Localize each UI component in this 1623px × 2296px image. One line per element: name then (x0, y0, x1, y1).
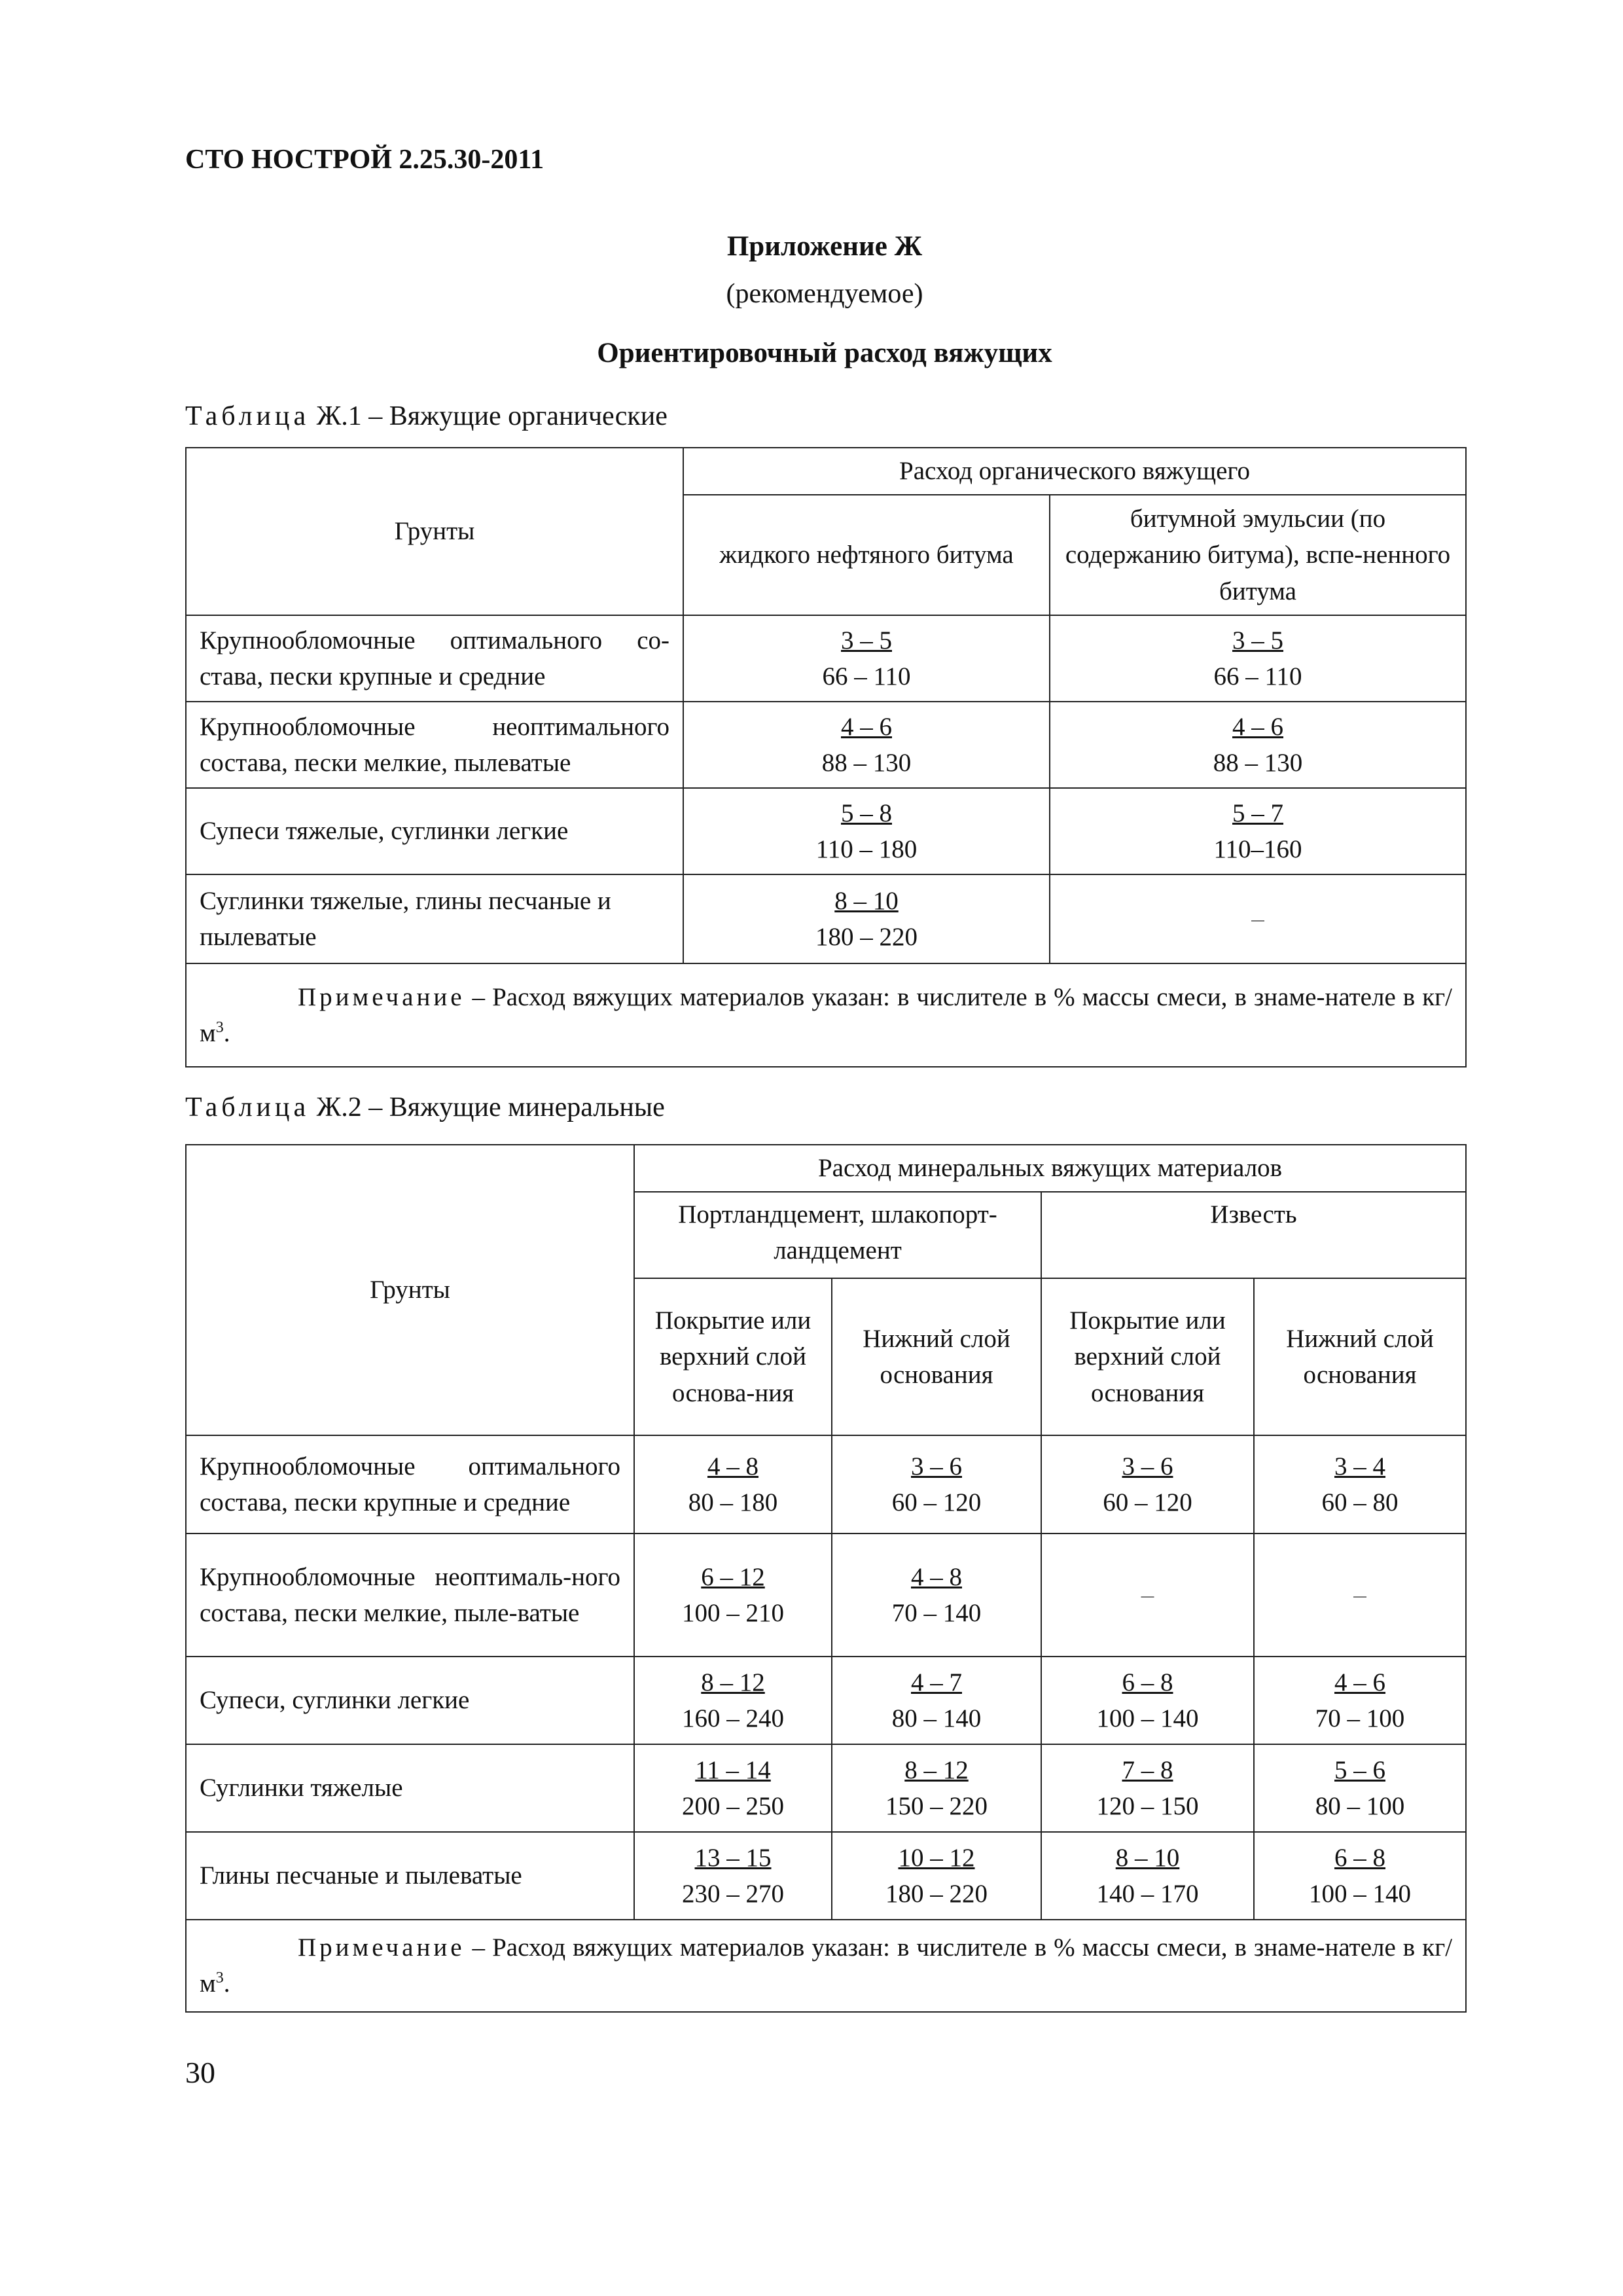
note-end: . (223, 1019, 230, 1047)
fraction-numerator: 5 – 7 (1232, 798, 1283, 827)
fraction-denominator: 100 – 140 (1309, 1880, 1412, 1908)
table1-caption (185, 401, 668, 432)
table2-empty-cell: – (1254, 1534, 1466, 1657)
table2-row-label: Крупнообломочные неоптималь-ного состава, пески мелкие, пыле-ватые (186, 1534, 634, 1657)
fraction-numerator: 8 – 12 (904, 1755, 969, 1784)
table1-row-label: Крупнообломочные оптимального со-става, пески крупные и средние (186, 615, 683, 702)
table2-header-soils: Грунты (186, 1145, 634, 1435)
fraction-numerator: 6 – 8 (1334, 1843, 1386, 1872)
fraction-numerator: 8 – 10 (834, 886, 899, 915)
table2-note (186, 1920, 1466, 2012)
table1-empty-cell: – (1050, 874, 1466, 963)
table2-cell (1254, 1744, 1466, 1832)
table2-caption-prefix: Таблица (185, 1092, 310, 1122)
table1-header-group: Расход органического вяжущего (683, 448, 1466, 495)
note-superscript: 3 (215, 1969, 224, 1987)
fraction-numerator: 4 – 7 (911, 1668, 962, 1696)
table2-cell (832, 1435, 1041, 1534)
table2-cell (1041, 1744, 1254, 1832)
table2-header-cement-bottom: Нижний слой основания (832, 1278, 1041, 1435)
table1-cell (1050, 788, 1466, 874)
table2-cell (832, 1744, 1041, 1832)
fraction-denominator: 60 – 120 (891, 1488, 982, 1516)
table1-cell (683, 874, 1050, 963)
note-label: Примечание (298, 982, 465, 1011)
table2-cell (832, 1657, 1041, 1744)
fraction-numerator: 10 – 12 (898, 1843, 975, 1872)
table2-cell (1254, 1832, 1466, 1920)
fraction-denominator: 88 – 130 (1213, 749, 1303, 777)
table1-caption-text: Ж.1 – Вяжущие органические (310, 401, 668, 431)
table2-cell (634, 1534, 832, 1657)
fraction-numerator: 4 – 8 (707, 1452, 758, 1480)
fraction-denominator: 230 – 270 (682, 1880, 784, 1908)
fraction-denominator: 160 – 240 (682, 1704, 784, 1732)
table2-header-cement-top: Покрытие или верхний слой основа-ния (634, 1278, 832, 1435)
table2-cell (634, 1657, 832, 1744)
fraction-numerator: 6 – 12 (701, 1562, 765, 1591)
table2-header-lime-bottom: Нижний слой основания (1254, 1278, 1466, 1435)
fraction-denominator: 60 – 80 (1321, 1488, 1399, 1516)
note-end: . (223, 1969, 230, 1998)
table2-cell (634, 1744, 832, 1832)
appendix-title: Приложение Ж (726, 231, 923, 262)
table2-cell (634, 1435, 832, 1534)
fraction-denominator: 80 – 180 (688, 1488, 778, 1516)
table1-row-label: Супеси тяжелые, суглинки легкие (186, 788, 683, 874)
table2-cell (832, 1534, 1041, 1657)
fraction-denominator: 80 – 140 (891, 1704, 982, 1732)
table1-cell (1050, 702, 1466, 788)
mineral-binders-table (185, 1144, 1467, 2013)
table2-cell (1041, 1435, 1254, 1534)
fraction-denominator: 66 – 110 (1213, 662, 1302, 691)
fraction-denominator: 60 – 120 (1103, 1488, 1192, 1516)
table1-row-label: Суглинки тяжелые, глины песчаные и пылеватые (186, 874, 683, 963)
fraction-denominator: 100 – 140 (1096, 1704, 1199, 1732)
fraction-denominator: 70 – 100 (1315, 1704, 1405, 1732)
table1-cell (683, 702, 1050, 788)
table1-caption-prefix: Таблица (185, 401, 310, 431)
note-superscript: 3 (215, 1019, 224, 1036)
fraction-numerator: 11 – 14 (695, 1755, 771, 1784)
table1-header-liquid-bitumen: жидкого нефтяного битума (683, 495, 1050, 615)
fraction-numerator: 5 – 6 (1334, 1755, 1386, 1784)
fraction-denominator: 200 – 250 (682, 1792, 784, 1820)
table2-cell (1041, 1657, 1254, 1744)
table2-empty-cell: – (1041, 1534, 1254, 1657)
table2-row-label: Глины песчаные и пылеватые (186, 1832, 634, 1920)
fraction-numerator: 3 – 5 (1232, 626, 1283, 655)
table1-cell (683, 788, 1050, 874)
appendix-heading: Ориентировочный расход вяжущих (597, 338, 1052, 368)
note-text: – Расход вяжущих материалов указан: в числителе в % массы смеси, в знаме-нателе в кг/м (200, 982, 1452, 1047)
table2-cell (832, 1832, 1041, 1920)
table2-caption (185, 1092, 665, 1123)
fraction-numerator: 5 – 8 (841, 798, 892, 827)
fraction-numerator: 4 – 8 (911, 1562, 962, 1591)
fraction-numerator: 6 – 8 (1122, 1668, 1173, 1696)
document-header: СТО НОСТРОЙ 2.25.30-2011 (185, 145, 544, 175)
note-label: Примечание (298, 1933, 465, 1962)
note-text: – Расход вяжущих материалов указан: в числителе в % массы смеси, в знаме-нателе в кг/м (200, 1933, 1453, 1998)
table1-cell (683, 615, 1050, 702)
fraction-denominator: 180 – 220 (815, 923, 918, 951)
fraction-numerator: 4 – 6 (1232, 712, 1283, 741)
fraction-denominator: 110–160 (1213, 835, 1302, 863)
page-number: 30 (185, 2056, 215, 2089)
fraction-numerator: 13 – 15 (694, 1843, 772, 1872)
table1-cell (1050, 615, 1466, 702)
fraction-numerator: 7 – 8 (1122, 1755, 1173, 1784)
table2-header-group: Расход минеральных вяжущих материалов (634, 1145, 1466, 1192)
table2-caption-text: Ж.2 – Вяжущие минеральные (310, 1092, 665, 1122)
table1-header-emulsion: битумной эмульсии (по содержанию битума), вспе-ненного битума (1050, 495, 1466, 615)
table1-header-soils: Грунты (186, 448, 683, 615)
table2-header-cement: Портландцемент, шлакопорт-ландцемент (634, 1192, 1041, 1278)
fraction-denominator: 88 – 130 (821, 749, 912, 777)
organic-binders-table (185, 447, 1467, 1067)
fraction-numerator: 8 – 10 (1115, 1843, 1180, 1872)
appendix-subtitle: (рекомендуемое) (726, 279, 923, 309)
fraction-denominator: 66 – 110 (822, 662, 911, 691)
table1-note (186, 963, 1466, 1067)
table2-row-label: Крупнообломочные оптимального состава, пески крупные и средние (186, 1435, 634, 1534)
fraction-denominator: 100 – 210 (682, 1599, 784, 1627)
table2-cell (1254, 1657, 1466, 1744)
table2-row-label: Суглинки тяжелые (186, 1744, 634, 1832)
fraction-denominator: 70 – 140 (891, 1599, 982, 1627)
fraction-denominator: 140 – 170 (1096, 1880, 1199, 1908)
fraction-numerator: 3 – 4 (1334, 1452, 1386, 1480)
fraction-numerator: 3 – 5 (841, 626, 892, 655)
fraction-numerator: 4 – 6 (1334, 1668, 1386, 1696)
fraction-numerator: 8 – 12 (701, 1668, 765, 1696)
fraction-denominator: 80 – 100 (1315, 1792, 1405, 1820)
fraction-numerator: 3 – 6 (911, 1452, 962, 1480)
table2-row-label: Супеси, суглинки легкие (186, 1657, 634, 1744)
fraction-denominator: 120 – 150 (1096, 1792, 1199, 1820)
fraction-denominator: 110 – 180 (815, 835, 918, 863)
table2-cell (1041, 1832, 1254, 1920)
fraction-denominator: 180 – 220 (885, 1880, 988, 1908)
table2-cell (634, 1832, 832, 1920)
table2-header-lime-top: Покрытие или верхний слой основания (1041, 1278, 1254, 1435)
table2-header-lime: Известь (1041, 1192, 1466, 1278)
fraction-numerator: 3 – 6 (1122, 1452, 1173, 1480)
fraction-denominator: 150 – 220 (885, 1792, 988, 1820)
fraction-numerator: 4 – 6 (841, 712, 892, 741)
table2-cell (1254, 1435, 1466, 1534)
table1-row-label: Крупнообломочные неоптимального состава, пески мелкие, пылеватые (186, 702, 683, 788)
